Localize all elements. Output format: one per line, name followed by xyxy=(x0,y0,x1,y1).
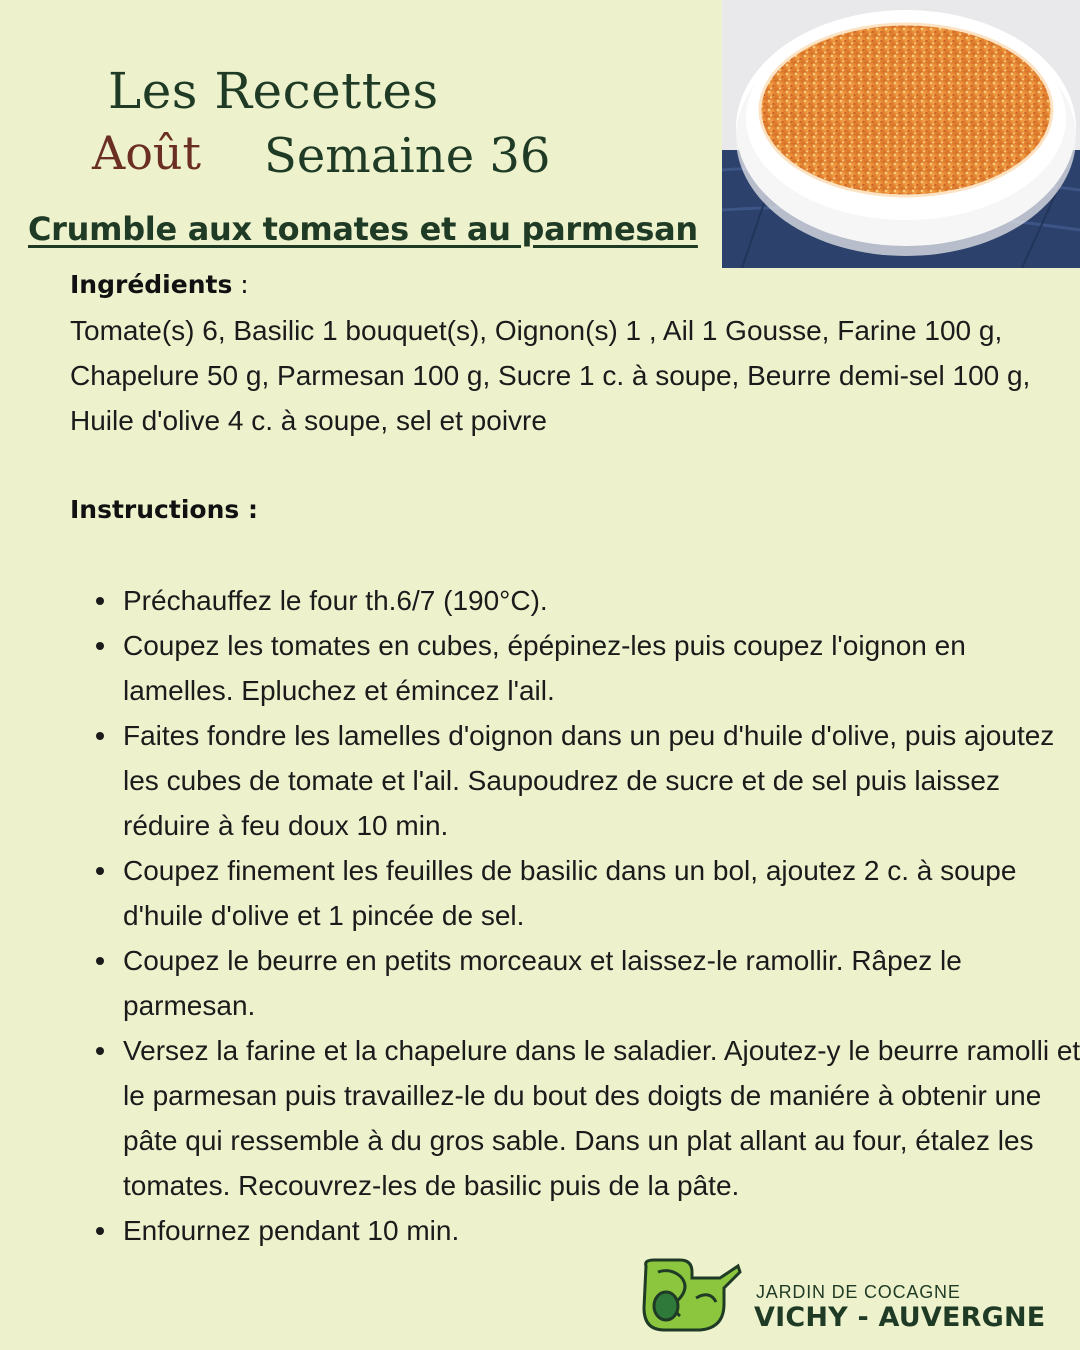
jardin-de-cocagne-logo xyxy=(640,1258,1060,1334)
logo-organization: JARDIN DE COCAGNE xyxy=(756,1282,961,1302)
step-text: Coupez le beurre en petits morceaux et laissez-le ramollir. Râpez le parmesan. xyxy=(123,945,962,1021)
list-item xyxy=(123,1028,1080,1208)
logo-location: VICHY - AUVERGNE xyxy=(754,1302,1046,1333)
recipe-title: Crumble aux tomates et au parmesan xyxy=(28,210,698,248)
bullet-icon xyxy=(96,642,104,650)
step-text: Faites fondre les lamelles d'oignon dans un peu d'huile d'olive, puis ajoutez les cubes de tomate et l'ail. Saupoudrez de sucre et de sel puis laissez réduire à feu doux 10 min. xyxy=(123,720,1055,841)
crumble-dish-photo xyxy=(722,0,1080,268)
bullet-icon xyxy=(96,1047,104,1055)
ingredients-label: Ingrédients xyxy=(70,270,233,299)
step-text: Préchauffez le four th.6/7 (190°C). xyxy=(123,585,548,616)
list-item xyxy=(123,938,1080,1028)
week-label: Semaine 36 xyxy=(264,128,551,184)
page-title: Les Recettes xyxy=(108,62,439,120)
ingredients-colon: : xyxy=(232,270,249,299)
list-item xyxy=(123,713,1080,848)
watering-can-logo-icon xyxy=(640,1258,744,1334)
bullet-icon xyxy=(96,957,104,965)
instructions-list xyxy=(70,578,1080,1253)
list-item xyxy=(123,1208,1080,1253)
bullet-icon xyxy=(96,1227,104,1235)
list-item xyxy=(123,578,1080,623)
step-text: Versez la farine et la chapelure dans le saladier. Ajoutez-y le beurre ramolli et le parmesan puis travaillez-le du bout des doigts de maniére à obtenir une pâte qui ressemble à du gros sable. Dans un plat allant au four, étalez les tomates. Recouvrez-les de basilic puis de la pâte. xyxy=(123,1035,1080,1201)
bullet-icon xyxy=(96,732,104,740)
ingredients-text: Tomate(s) 6, Basilic 1 bouquet(s), Oignon(s) 1 , Ail 1 Gousse, Farine 100 g, Chapelure 50 g, Parmesan 100 g, Sucre 1 c. à soupe, Beurre demi-sel 100 g, Huile d'olive 4 c. à soupe, sel et poivre xyxy=(70,315,1031,436)
step-text: Coupez finement les feuilles de basilic dans un bol, ajoutez 2 c. à soupe d'huile d'olive et 1 pincée de sel. xyxy=(123,855,1017,931)
step-text: Enfournez pendant 10 min. xyxy=(123,1215,460,1246)
ingredients-heading xyxy=(70,270,249,299)
step-text: Coupez les tomates en cubes, épépinez-les puis coupez l'oignon en lamelles. Epluchez et émincez l'ail. xyxy=(123,630,966,706)
list-item xyxy=(123,623,1080,713)
bullet-icon xyxy=(96,867,104,875)
bullet-icon xyxy=(96,597,104,605)
month-label: Août xyxy=(92,126,202,180)
list-item xyxy=(123,848,1080,938)
instructions-heading: Instructions : xyxy=(70,495,258,524)
